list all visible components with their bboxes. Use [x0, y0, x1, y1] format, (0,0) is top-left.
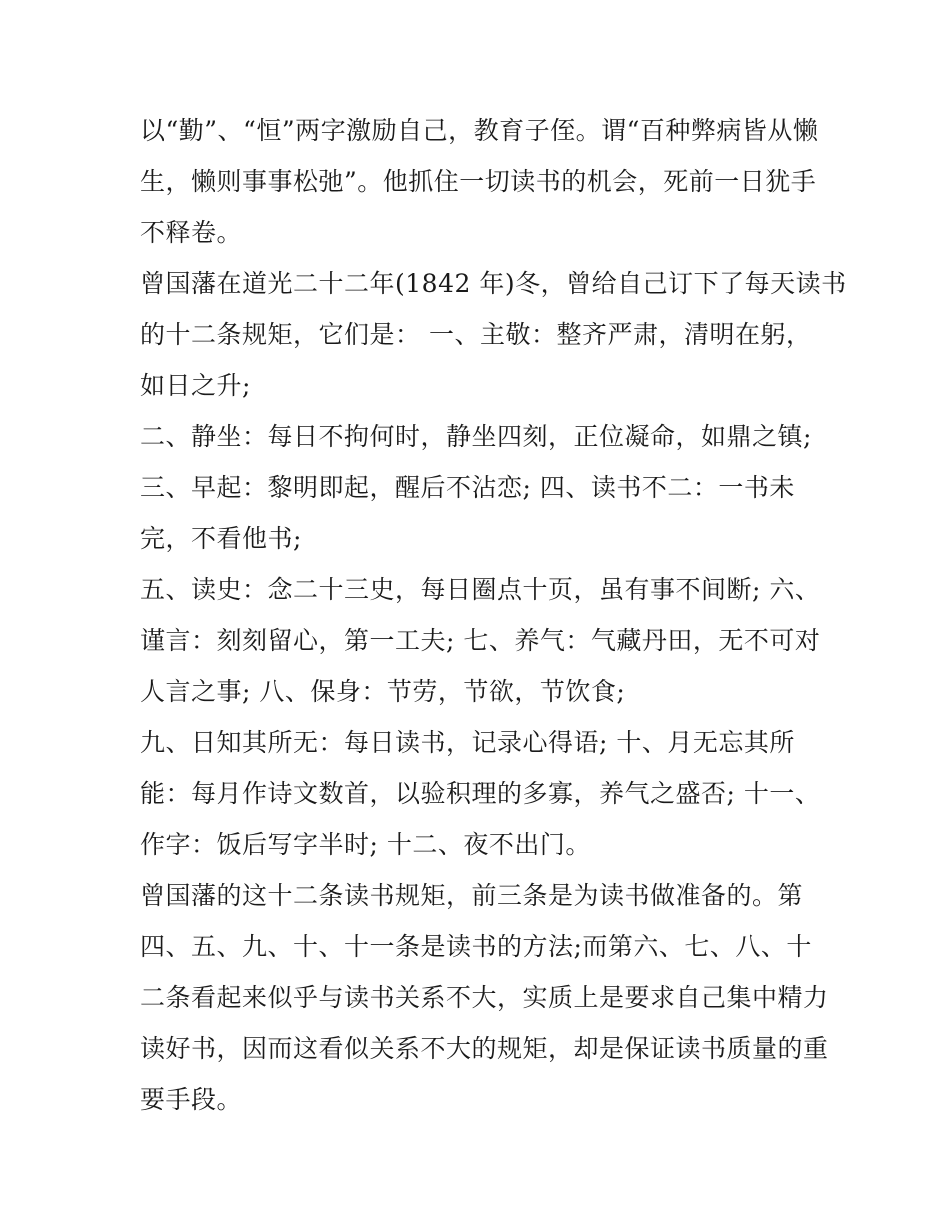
- text-line: 九、日知其所无：每日读书，记录心得语; 十、月无忘其所: [140, 728, 795, 757]
- text-line: 生，懒则事事松弛”。他抓住一切读书的机会，死前一日犹手: [140, 167, 817, 196]
- text-line: 要手段。: [140, 1085, 243, 1114]
- text-line: 完，不看他书;: [140, 524, 302, 553]
- text-line: 的十二条规矩，它们是： 一、主敬：整齐严肃，清明在躬，: [140, 320, 812, 349]
- text-line: 如日之升;: [140, 371, 251, 400]
- text-line: 谨言：刻刻留心，第一工夫; 七、养气：气藏丹田，无不可对: [140, 626, 821, 655]
- text-line: 作字：饭后写字半时; 十二、夜不出门。: [140, 830, 591, 859]
- body-text: [140, 105, 847, 1125]
- text-line: 二条看起来似乎与读书关系不大，实质上是要求自己集中精力: [140, 983, 829, 1012]
- text-line: 以“勤”、“恒”两字激励自己，教育子侄。谓“百种弊病皆从懒: [140, 116, 819, 145]
- text-line: 二、静坐：每日不拘何时，静坐四刻，正位凝命，如鼎之镇;: [140, 422, 812, 451]
- text-line: 人言之事; 八、保身：节劳，节欲，节饮食;: [140, 677, 626, 706]
- text-line: 不释卷。: [140, 218, 243, 247]
- text-line: 三、早起：黎明即起，醒后不沾恋; 四、读书不二：一书未: [140, 473, 795, 502]
- text-line: 曾国藩在道光二十二年(1842 年)冬，曾给自己订下了每天读书: [140, 269, 847, 298]
- text-line: 能：每月作诗文数首，以验积理的多寡，养气之盛否; 十一、: [140, 779, 821, 808]
- text-line: 读好书，因而这看似关系不大的规矩，却是保证读书质量的重: [140, 1034, 829, 1063]
- text-line: 四、五、九、十、十一条是读书的方法;而第六、七、八、十: [140, 932, 812, 961]
- text-line: 五、读史：念二十三史，每日圈点十页，虽有事不间断; 六、: [140, 575, 821, 604]
- text-line: 曾国藩的这十二条读书规矩，前三条是为读书做准备的。第: [140, 881, 804, 910]
